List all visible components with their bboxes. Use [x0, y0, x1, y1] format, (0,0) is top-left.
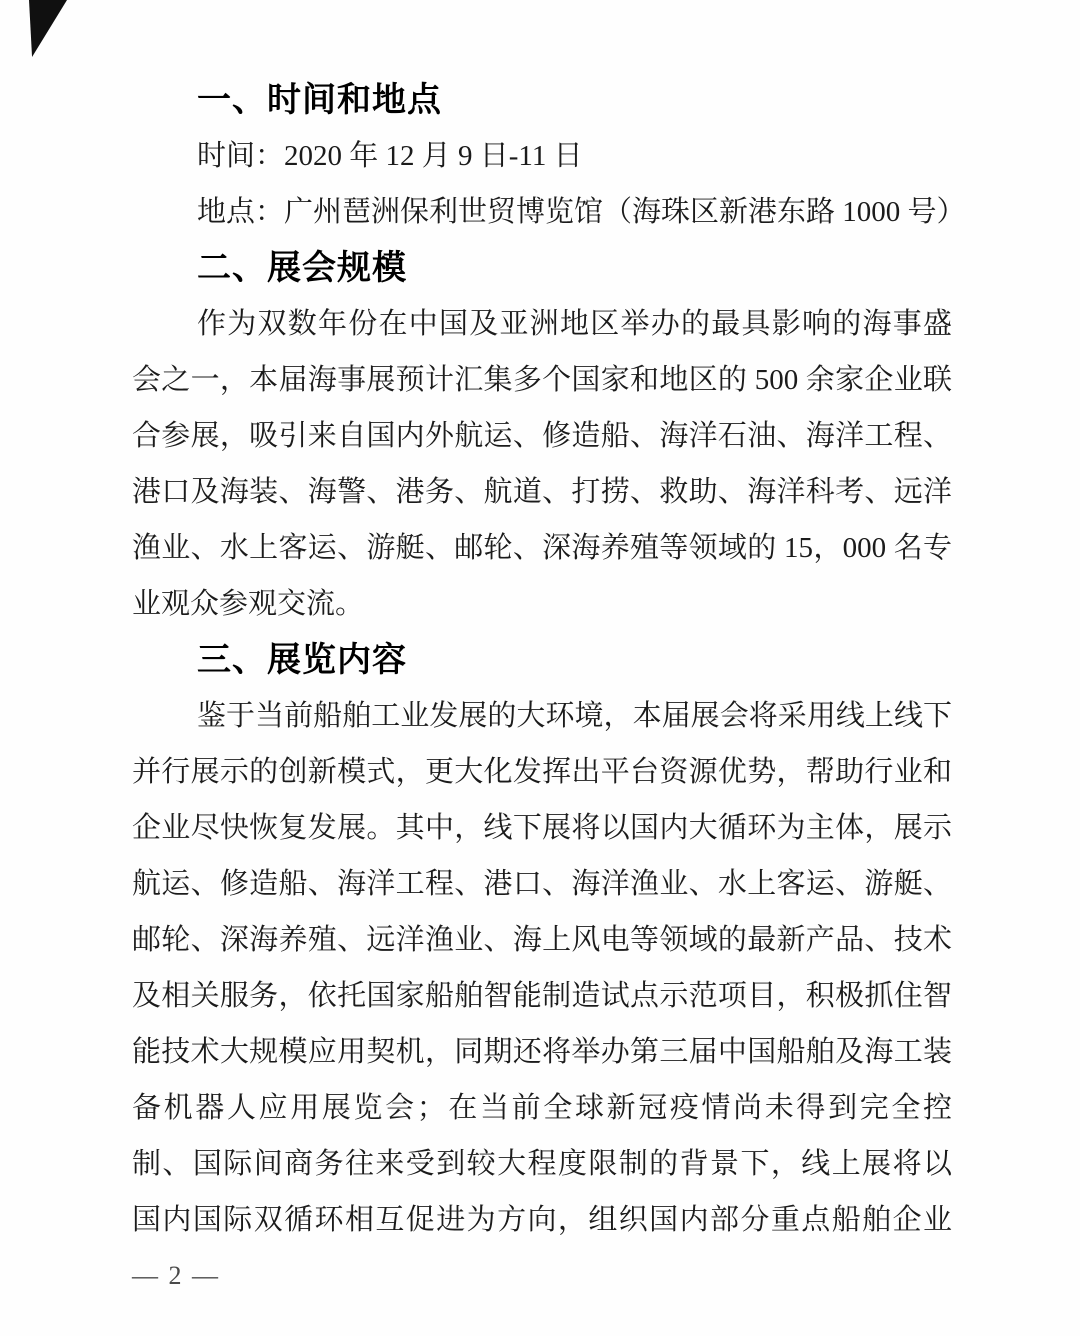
- text-line: 能技术大规模应用契机，同期还将举办第三届中国船舶及海工装: [132, 1036, 952, 1068]
- text-line: 渔业、水上客运、游艇、邮轮、深海养殖等领域的 15，000 名专: [132, 532, 952, 564]
- text-line: 企业尽快恢复发展。其中，线下展将以国内大循环为主体，展示: [132, 812, 952, 844]
- section-heading: 一、时间和地点: [197, 81, 442, 119]
- text-line: 鉴于当前船舶工业发展的大环境，本届展会将采用线上线下: [197, 700, 952, 732]
- text-line: 邮轮、深海养殖、远洋渔业、海上风电等领域的最新产品、技术: [132, 924, 952, 956]
- text-line: 制、国际间商务往来受到较大程度限制的背景下，线上展将以: [132, 1148, 952, 1180]
- text-line: 备机器人应用展览会；在当前全球新冠疫情尚未得到完全控: [132, 1092, 952, 1124]
- text-line: 会之一，本届海事展预计汇集多个国家和地区的 500 余家企业联: [132, 364, 952, 396]
- section-heading: 三、展览内容: [197, 641, 407, 679]
- section-heading: 二、展会规模: [197, 249, 407, 287]
- document-body: [132, 72, 966, 1304]
- text-line: 航运、修造船、海洋工程、港口、海洋渔业、水上客运、游艇、: [132, 868, 952, 900]
- text-line: 时间：2020 年 12 月 9 日-11 日: [197, 140, 583, 172]
- text-line: 业观众参观交流。: [132, 588, 365, 620]
- scan-corner-artifact: [29, 0, 67, 57]
- text-line: 港口及海装、海警、港务、航道、打捞、救助、海洋科考、远洋: [132, 476, 952, 508]
- text-line: 及相关服务，依托国家船舶智能制造试点示范项目，积极抓住智: [132, 980, 952, 1012]
- text-line: 作为双数年份在中国及亚洲地区举办的最具影响的海事盛: [197, 308, 952, 340]
- text-line: 合参展，吸引来自国内外航运、修造船、海洋石油、海洋工程、: [132, 420, 952, 452]
- text-line: 并行展示的创新模式，更大化发挥出平台资源优势，帮助行业和: [132, 756, 952, 788]
- page-number: — 2 —: [132, 1261, 220, 1290]
- text-line: 地点：广州琶洲保利世贸博览馆（海珠区新港东路 1000 号）: [197, 196, 966, 228]
- text-line: 国内国际双循环相互促进为方向，组织国内部分重点船舶企业: [132, 1204, 952, 1236]
